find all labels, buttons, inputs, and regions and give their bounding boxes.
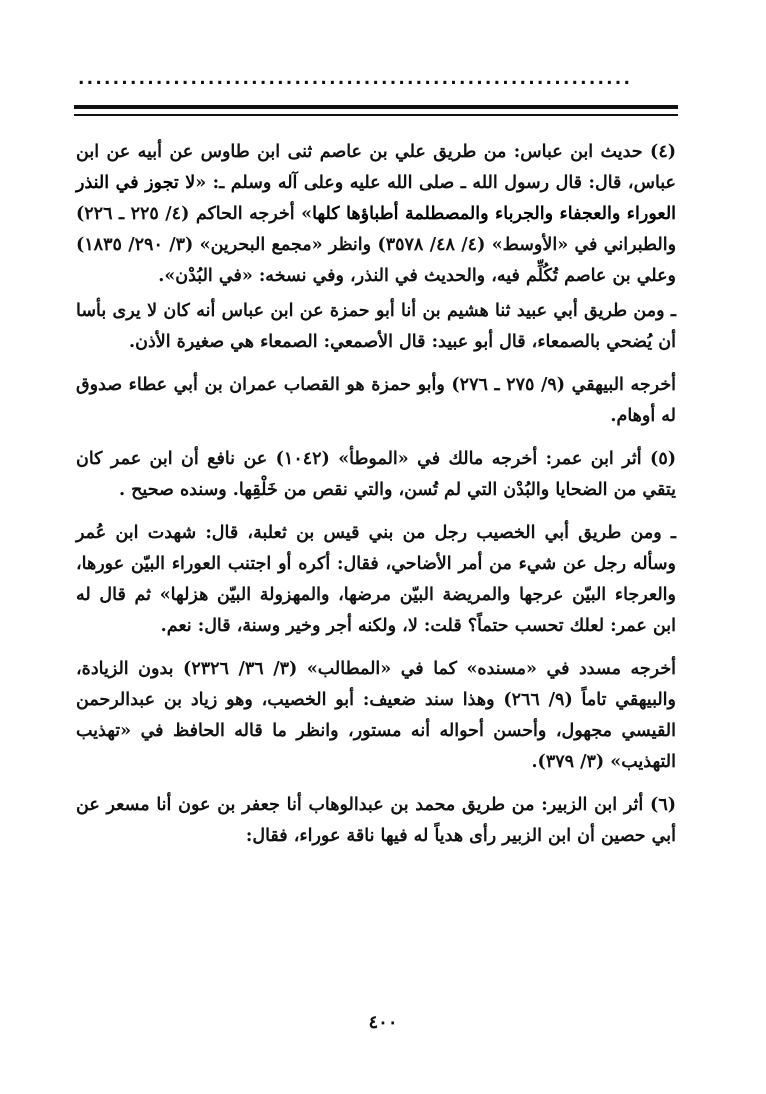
header-rule-thick (74, 105, 678, 109)
paragraph-text: » أخرجه الحاكم (٤/ ٢٢٥ ـ ٢٢٦) والطبراني في «الأوسط» (٤/ ٤٨/ ٣٥٧٨) وانظر «مجمع البحرين» (٣/ ٢٩٠/ ١٨٣٥) وعلي بن عاصم تُكُلِّم فيه، والحديث في النذر، وفي نسخه: «في البُدْن». (76, 204, 677, 286)
paragraph-abu-ubayd: ـ ومن طريق أبي عبيد ثنا هشيم بن أنا أبو حمزة عن ابن عباس أنه كان لا يرى بأسا أن يُضحي بالصمعاء، قال أبو عبيد: قال الأصمعي: الصمعاء هي صغيرة الأذن. (76, 301, 676, 352)
paragraph-bayhaqi-takhrij: أخرجه البيهقي (٩/ ٢٧٥ ـ ٢٧٦) وأبو حمزة هو القصاب عمران بن أبي عطاء صدوق له أوهام. (76, 375, 677, 426)
paragraph-hadith-ibn-abbas (76, 137, 676, 292)
hadith-quote: لا تجوز في النذر العوراء والعجفاء والجرباء والمصطلمة أطباؤها كلها (76, 173, 677, 224)
footnotes-body (76, 137, 676, 864)
paragraph-abu-al-khasib: ـ ومن طريق أبي الخصيب رجل من بني قيس بن ثعلبة، قال: شهدت ابن عُمر وسأله رجل عن شيء من أمر الأضاحي، فقال: أكره أو اجتنب العوراء البيّن عورها، والعرجاء البيّن عرجها والمريضة البيّن مرضها، والمهزولة البيّن هزلها» ثم قال له ابن عمر: لعلك تحسب حتماً؟ قلت: لا، ولكنه أجر وخير وسنة، قال: نعم. (76, 523, 676, 636)
header-rule-thin (74, 114, 678, 116)
paragraph-athar-ibn-umar: (٥) أثر ابن عمر: أخرجه مالك في «الموطأ» (١٠٤٢) عن نافع أن ابن عمر كان يتقي من الضحايا والبُدْن التي لم تُسن، والتي نقص من خَلْقِها. وسنده صحيح . (76, 449, 676, 500)
page-number: ٤٠٠ (368, 1012, 398, 1033)
paragraph-text: (٤) حديث ابن عباس: من طريق علي بن عاصم ثنى ابن طاوس عن أبيه عن ابن عباس، قال: قال رسول الله ـ صلى الله عليه وعلى آله وسلم ـ: « (76, 142, 676, 193)
paragraph-musaddad-takhrij: أخرجه مسدد في «مسنده» كما في «المطالب» (٣/ ٣٦/ ٢٣٢٦) بدون الزيادة، والبيهقي تاماً (٩/ ٢٦٦) وهذا سند ضعيف: أبو الخصيب، وهو زياد بن عبدالرحمن القيسي مجهول، وأحسن أحواله أنه مستور، وانظر ما قاله الحافظ في «تهذيب التهذيب» (٣/ ٣٧٩). (76, 659, 677, 772)
paragraph-athar-ibn-al-zubayr: (٦) أثر ابن الزبير: من طريق محمد بن عبدالوهاب أنا جعفر بن عون أنا مسعر عن أبي حصين أن ابن الزبير رأى هدياً له فيها ناقة عوراء، فقال: (76, 795, 676, 846)
dot-leader: ................................................................ (78, 72, 633, 86)
